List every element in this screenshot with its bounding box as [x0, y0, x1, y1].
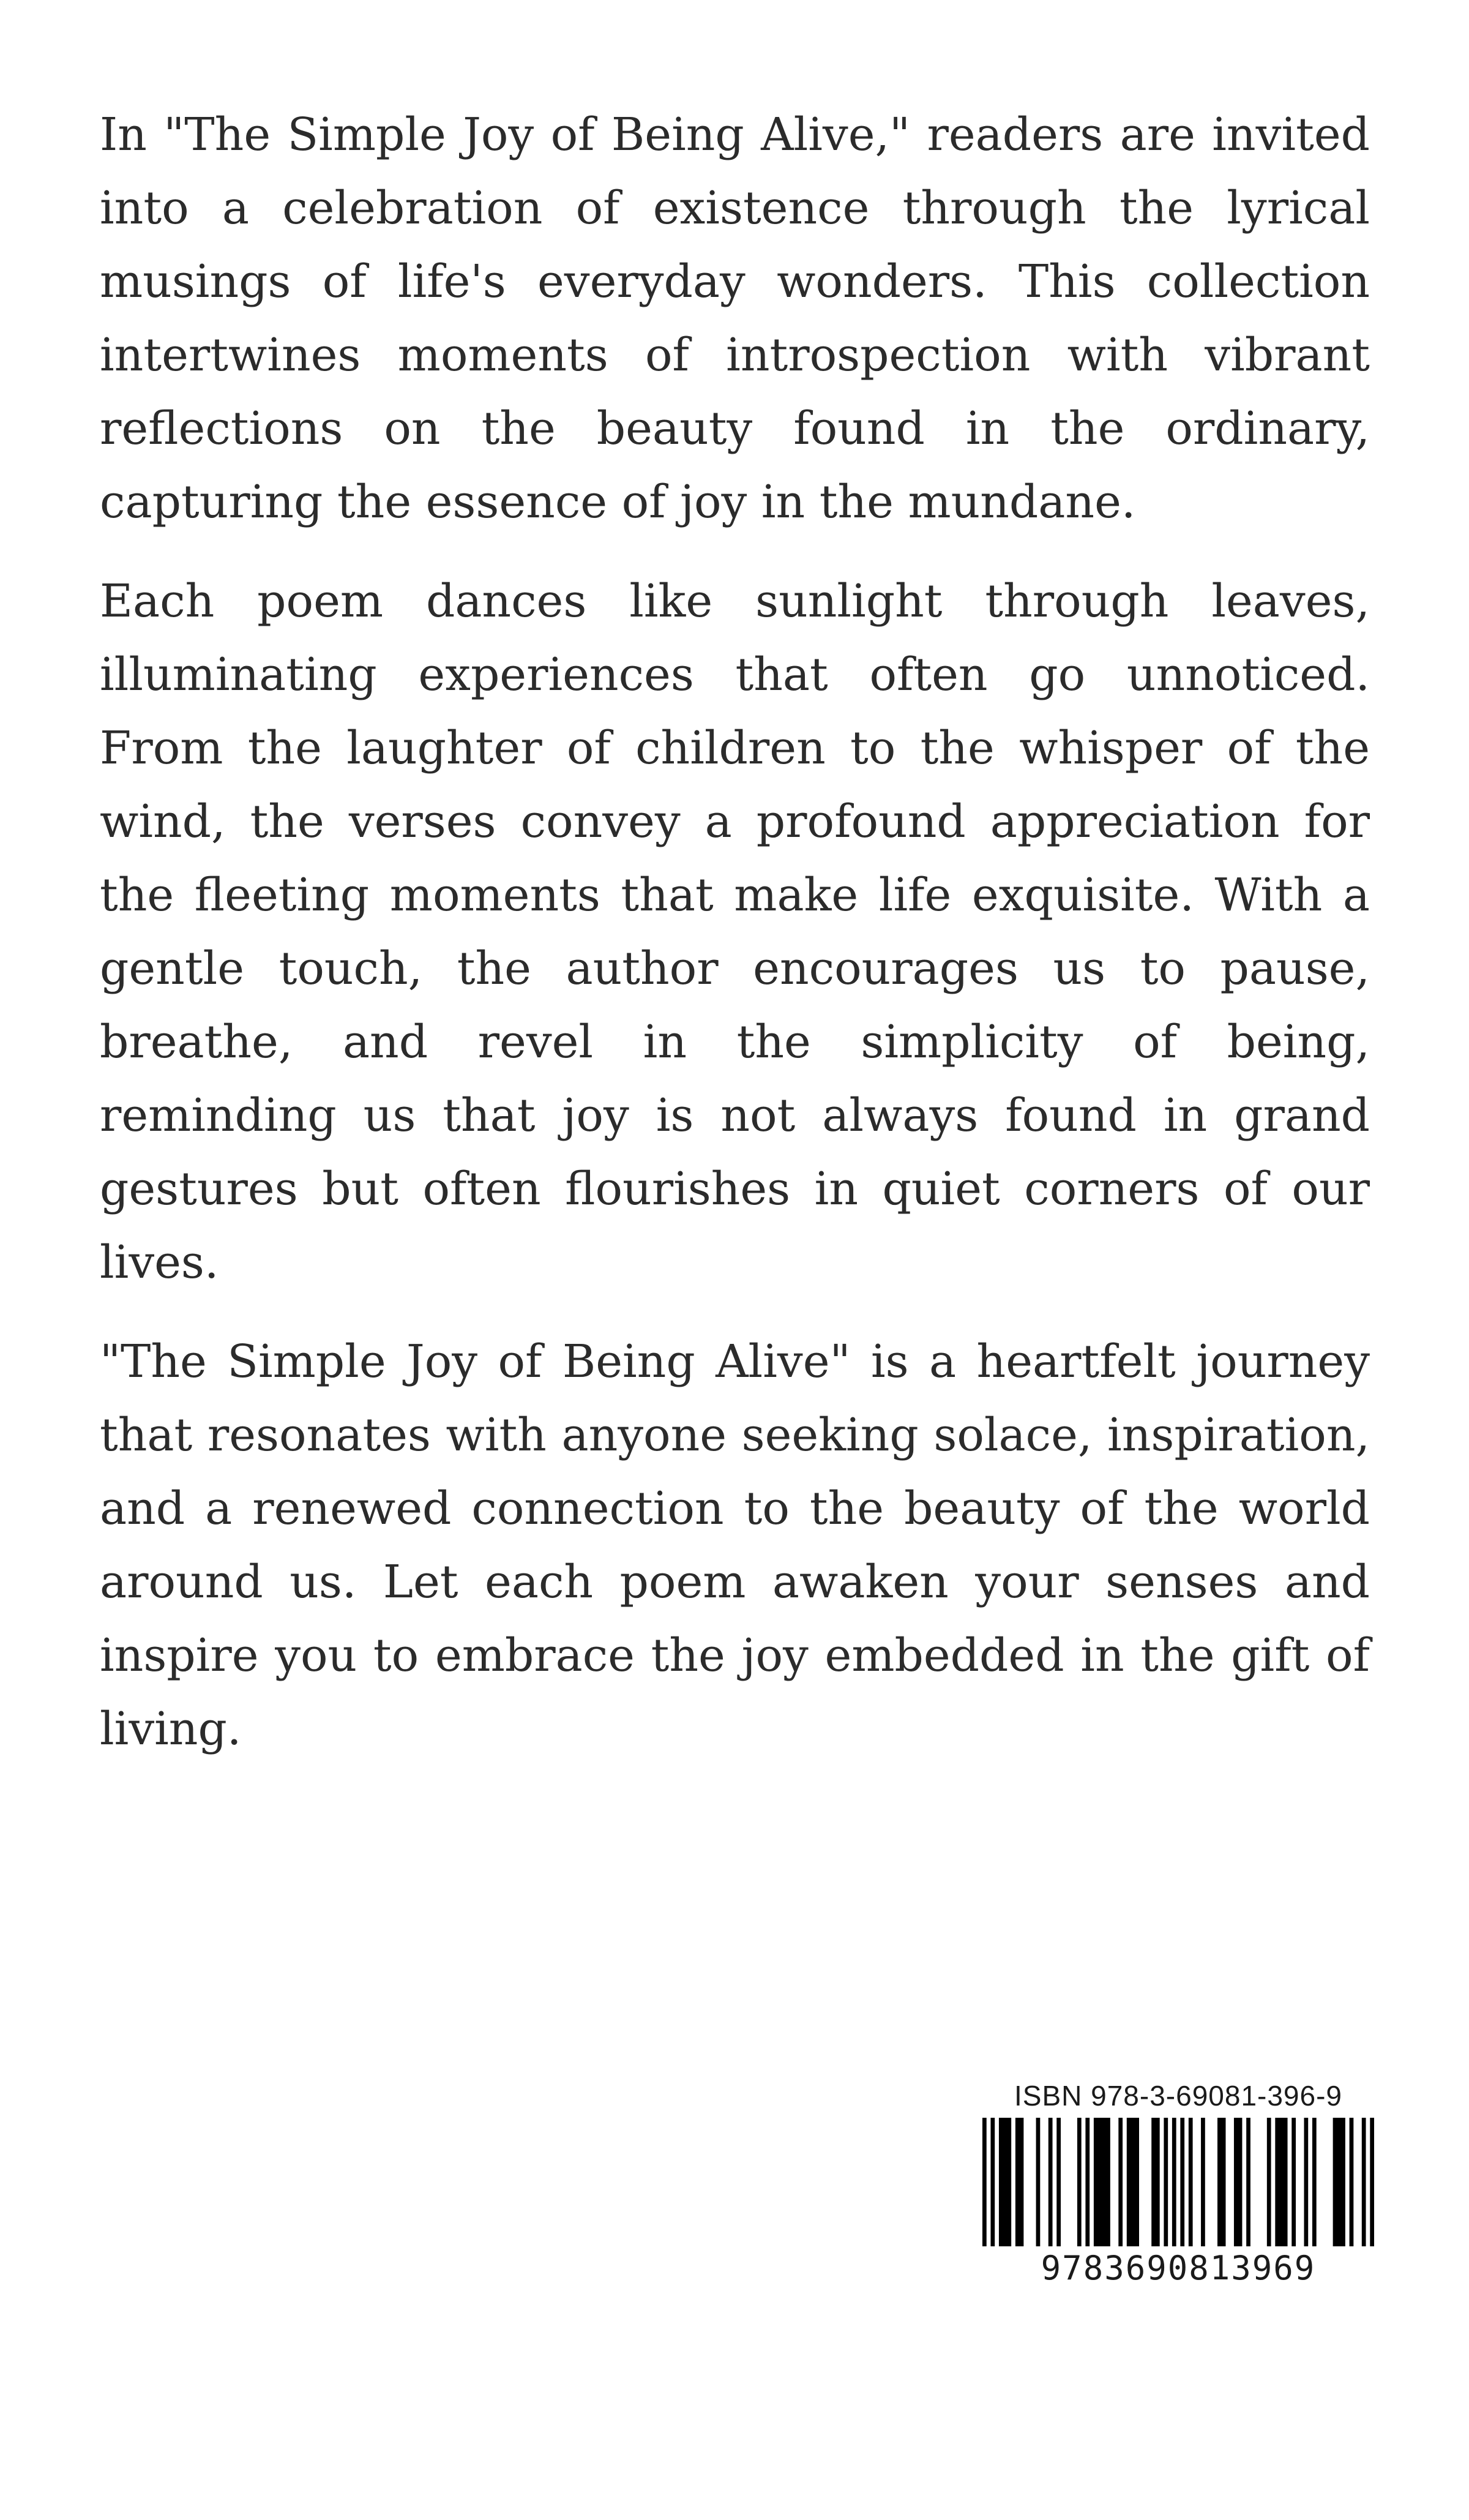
barcode-bar-8 — [1085, 2118, 1090, 2246]
barcode-bar-7 — [1077, 2118, 1082, 2246]
book-description — [100, 98, 1370, 1791]
isbn-label: ISBN 978-3-69081-396-9 — [1014, 2080, 1342, 2112]
isbn-barcode-block — [982, 2079, 1374, 2287]
barcode-bar-5 — [1048, 2118, 1053, 2246]
barcode-bar-26 — [1333, 2118, 1345, 2246]
barcode-bar-4 — [1036, 2118, 1041, 2246]
barcode-bar-15 — [1180, 2118, 1184, 2246]
barcode-bar-3 — [1015, 2118, 1023, 2246]
barcode-bar-9 — [1094, 2118, 1110, 2246]
barcode-bar-20 — [1246, 2118, 1250, 2246]
barcode-bar-1 — [990, 2118, 995, 2246]
barcode-bar-28 — [1362, 2118, 1366, 2246]
barcode-bar-6 — [1056, 2118, 1061, 2246]
barcode-bar-11 — [1127, 2118, 1139, 2246]
barcode-bar-12 — [1151, 2118, 1159, 2246]
barcode-bar-27 — [1350, 2118, 1354, 2246]
barcode-bar-0 — [982, 2118, 987, 2246]
barcode-bar-23 — [1291, 2118, 1296, 2246]
barcode-digits: 9783690813969 — [1041, 2249, 1316, 2287]
barcode-bar-24 — [1304, 2118, 1308, 2246]
barcode-bar-21 — [1267, 2118, 1271, 2246]
barcode-bar-13 — [1164, 2118, 1168, 2246]
barcode-bar-19 — [1234, 2118, 1242, 2246]
barcode-bar-14 — [1172, 2118, 1176, 2246]
barcode-bar-18 — [1217, 2118, 1225, 2246]
barcode-icon — [982, 2118, 1374, 2246]
description-paragraph-2: Each poem dances like sunlight through leaves, illuminating experiences that often go unnoticed. From the laughter of children to the whisper of the wind, the verses convey a profound appreciation for the fleeting moments that make life exquisite. With a gentle touch, the author encourages us to pause, breathe, and revel in the simplicity of being, reminding us that joy is not always found in grand gestures but often flourishes in quiet corners of our lives. — [100, 575, 1370, 1289]
description-paragraph-3: "The Simple Joy of Being Alive" is a heartfelt journey that resonates with anyone seeking solace, inspiration, and a renewed connection to the beauty of the world around us. Let each poem awaken your senses and inspire you to embrace the joy embedded in the gift of living. — [100, 1335, 1370, 1755]
barcode-bar-16 — [1189, 2118, 1193, 2246]
barcode-bar-2 — [999, 2118, 1011, 2246]
barcode-bar-22 — [1275, 2118, 1287, 2246]
barcode-bar-29 — [1370, 2118, 1374, 2246]
barcode-bar-25 — [1312, 2118, 1317, 2246]
description-paragraph-1: In "The Simple Joy of Being Alive," readers are invited into a celebration of existence through the lyrical musings of life's everyday wonders. This collection intertwines moments of introspection with vibrant reflections on the beauty found in the ordinary, capturing the essence of joy in the mundane. — [100, 108, 1370, 528]
barcode-bar-10 — [1118, 2118, 1123, 2246]
barcode-bar-17 — [1201, 2118, 1205, 2246]
